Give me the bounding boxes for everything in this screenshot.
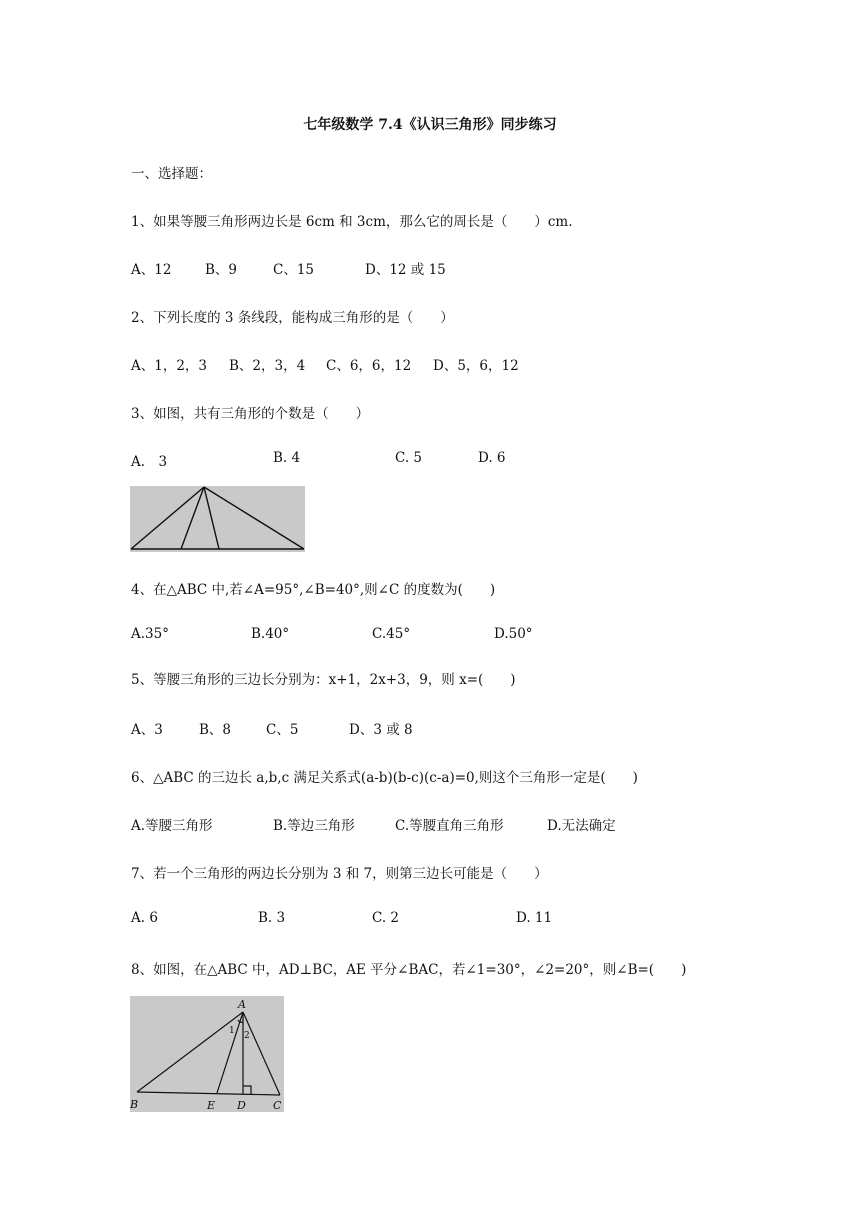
q1-option-c: C、15 [273,262,315,278]
q3-option-a: A. 3 [131,454,168,470]
q7-option-b: B. 3 [258,910,286,926]
segment-ac [243,1012,280,1095]
section-heading: 一、选择题： [131,166,212,182]
page-title: 七年级数学 7.4《认识三角形》同步练习 [303,117,557,133]
q1-option-b: B、9 [205,262,238,278]
q2-option-b: B、2，3，4 [229,358,306,374]
question-7-stem: 7、若一个三角形的两边长分别为 3 和 7，则第三边长可能是（ ） [131,866,548,882]
q1-option-a: A、12 [131,262,172,278]
q5-option-a: A、3 [131,722,163,738]
q7-option-d: D. 11 [516,910,553,926]
label-a: A [238,998,246,1011]
label-b: B [130,1098,139,1111]
figure-triangle-abc [130,996,284,1112]
question-1-stem: 1、如果等腰三角形两边长是 6cm 和 3cm，那么它的周长是（ ）cm. [131,214,573,230]
q5-option-c: C、5 [266,722,299,738]
question-2-stem: 2、下列长度的 3 条线段，能构成三角形的是（ ） [131,310,454,326]
q4-option-c: C.45° [372,626,411,642]
label-d: D [237,1099,246,1112]
question-4-stem: 4、在△ABC 中,若∠A=95°,∠B=40°,则∠C 的度数为( ) [131,582,496,598]
q2-option-a: A、1，2，3 [131,358,208,374]
figure-triangles [130,486,305,552]
question-5-stem: 5、等腰三角形的三边长分别为：x+1，2x+3，9，则 x=( ) [131,672,516,688]
q5-option-b: B、8 [199,722,232,738]
q6-option-b: B.等边三角形 [273,818,355,834]
q7-option-a: A. 6 [131,910,158,926]
q6-option-a: A.等腰三角形 [131,818,213,834]
q3-option-d: D. 6 [478,450,506,466]
q3-option-b: B. 4 [273,450,301,466]
right-angle-mark [243,1086,251,1094]
q2-option-d: D、5，6，12 [433,358,519,374]
segment-bc [137,1092,280,1095]
q4-option-d: D.50° [494,626,533,642]
label-angle-2: 2 [244,1031,250,1041]
label-e: E [207,1099,216,1112]
question-3-stem: 3、如图，共有三角形的个数是（ ） [131,406,370,422]
q1-option-d: D、12 或 15 [365,262,446,278]
figure-right-side [204,487,304,549]
question-6-stem: 6、△ABC 的三边长 a,b,c 满足关系式(a-b)(b-c)(c-a)=0,则这个三角形一定是( ) [131,770,638,786]
question-8-stem: 8、如图，在△ABC 中，AD⊥BC，AE 平分∠BAC，若∠1=30°，∠2=20°，则∠B=( ) [131,962,687,978]
q6-option-d: D.无法确定 [547,818,616,834]
q4-option-a: A.35° [131,626,169,642]
label-c: C [273,1099,282,1112]
q7-option-c: C. 2 [372,910,400,926]
q6-option-c: C.等腰直角三角形 [395,818,504,834]
segment-ae [217,1012,243,1093]
figure-inner-line-2 [204,487,219,549]
label-angle-1: 1 [229,1026,235,1036]
segment-ab [137,1012,243,1092]
q2-option-c: C、6，6，12 [326,358,412,374]
q3-option-c: C. 5 [395,450,423,466]
q5-option-d: D、3 或 8 [349,722,413,738]
q4-option-b: B.40° [251,626,290,642]
